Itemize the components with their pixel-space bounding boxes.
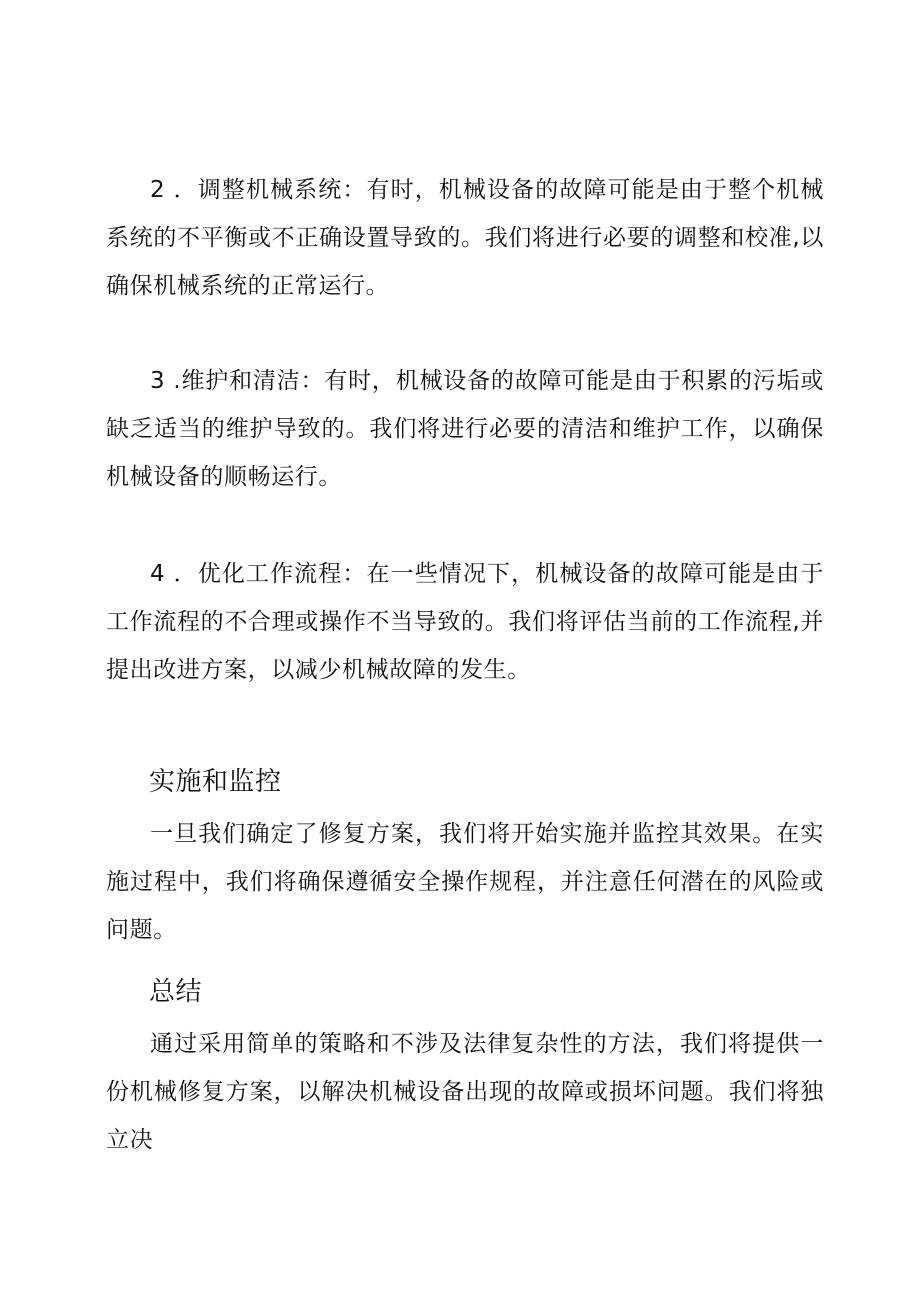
list-item-adjust-mechanical-system: 2 ．调整机械系统：有时，机械设备的故障可能是由于整个机械系统的不平衡或不正确设置导致的。我们将进行必要的调整和校准,以确保机械系统的正常运行。 xyxy=(106,177,824,299)
section-heading-summary: 总结 xyxy=(149,977,203,1007)
section-heading-implementation: 实施和监控 xyxy=(149,767,282,797)
list-item-optimize-workflow: 4 ．优化工作流程：在一些情况下，机械设备的故障可能是由于工作流程的不合理或操作不当导致的。我们将评估当前的工作流程,并提出改进方案，以减少机械故障的发生。 xyxy=(106,561,824,683)
list-item-maintenance-cleaning: 3 .维护和清洁：有时，机械设备的故障可能是由于积累的污垢或缺乏适当的维护导致的。我们将进行必要的清洁和维护工作，以确保机械设备的顺畅运行。 xyxy=(106,368,824,490)
section-body-implementation: 一旦我们确定了修复方案，我们将开始实施并监控其效果。在实施过程中，我们将确保遵循安全操作规程，并注意任何潜在的风险或问题。 xyxy=(106,821,824,943)
section-body-summary: 通过采用简单的策略和不涉及法律复杂性的方法，我们将提供一份机械修复方案，以解决机械设备出现的故障或损坏问题。我们将独立决 xyxy=(106,1031,824,1153)
